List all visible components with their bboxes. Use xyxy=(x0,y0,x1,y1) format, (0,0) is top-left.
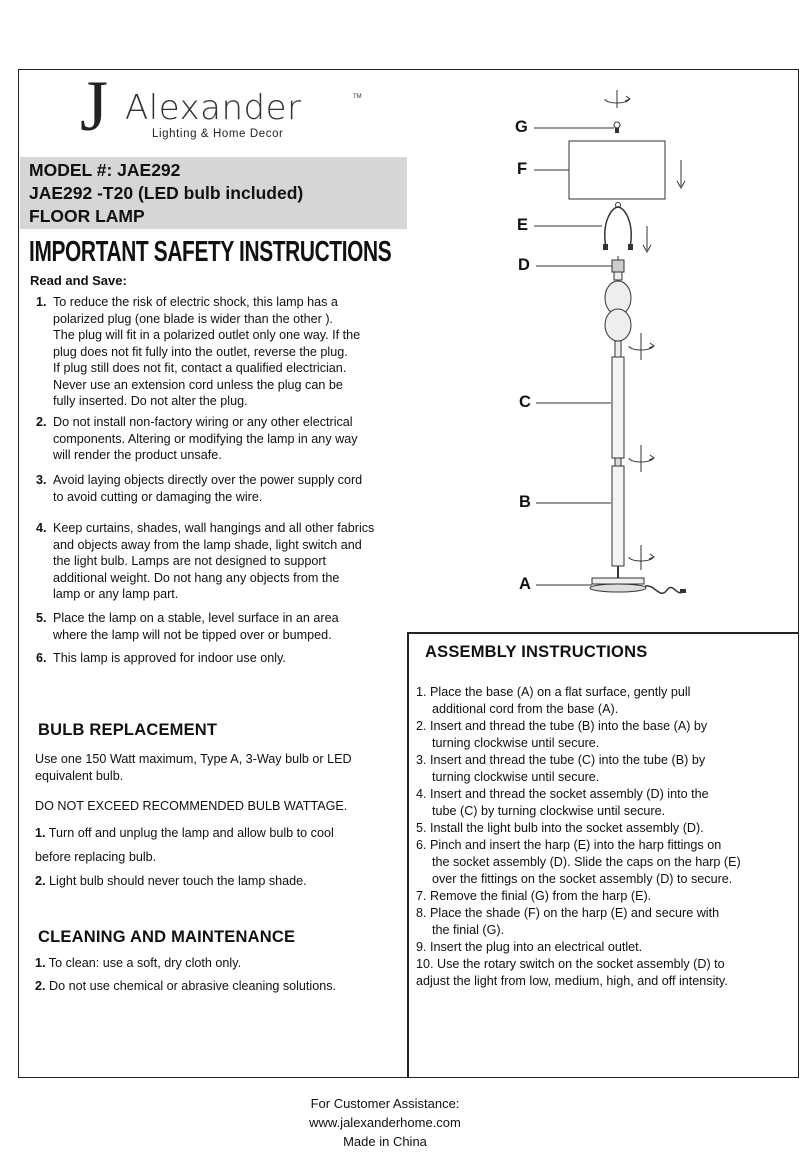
rotate-arrow-icon xyxy=(629,445,654,472)
safety-item-line: Avoid laying objects directly over the power supply cord xyxy=(53,473,363,487)
assembly-line: tube (C) by turning clockwise until secure. xyxy=(432,804,666,818)
cleaning-section-title: CLEANING AND MAINTENANCE xyxy=(38,928,296,946)
leader-lines xyxy=(534,128,614,585)
safety-item-line: Keep curtains, shades, wall hangings and all other fabrics xyxy=(53,521,375,535)
safety-item-number: 5. xyxy=(36,611,47,625)
safety-item-line: Do not install non-factory wiring or any other electrical xyxy=(53,415,353,429)
assembly-line: 6. Pinch and insert the harp (E) into the harp fittings on xyxy=(416,838,722,852)
bulb-section-title: BULB REPLACEMENT xyxy=(38,721,218,739)
bulb-wattage-warning: DO NOT EXCEED RECOMMENDED BULB WATTAGE. xyxy=(35,799,348,813)
part-label-f: F xyxy=(517,160,528,178)
rotate-arrowhead-icon xyxy=(625,96,630,101)
cleaning-step-number: 2. xyxy=(35,979,46,993)
model-variant: JAE292 -T20 (LED bulb included) xyxy=(29,183,304,203)
assembly-line: 5. Install the light bulb into the socket assembly (D). xyxy=(416,821,704,835)
connector-part xyxy=(615,341,621,357)
logo-tagline: Lighting & Home Decor xyxy=(152,128,284,140)
safety-item-number: 2. xyxy=(36,415,47,429)
bulb-intro-line: equivalent bulb. xyxy=(35,769,124,783)
bulb-step-1-cont: before replacing bulb. xyxy=(35,850,157,864)
down-arrow-icon xyxy=(643,226,651,252)
base-plate-part xyxy=(592,578,644,584)
assembly-line: over the fittings on the socket assembly (D) to secure. xyxy=(432,872,733,886)
safety-item-line: If plug still does not fit, contact a qualified electrician. xyxy=(53,361,347,375)
harp-cap-left xyxy=(603,244,608,250)
safety-item-line: This lamp is approved for indoor use only. xyxy=(53,651,286,665)
assembly-line: 1. Place the base (A) on a flat surface, gently pull xyxy=(416,685,691,699)
part-label-a: A xyxy=(519,575,531,593)
safety-item-line: fully inserted. Do not alter the plug. xyxy=(53,394,248,408)
bulb-step-number: 2. xyxy=(35,874,46,888)
logo-name: Alexander xyxy=(125,88,302,128)
bulb-step-text: Light bulb should never touch the lamp shade. xyxy=(49,874,307,888)
safety-item-number: 3. xyxy=(36,473,47,487)
safety-item-line: to avoid cutting or damaging the wire. xyxy=(53,489,263,504)
lower-sphere-part xyxy=(605,309,631,341)
safety-item-number: 6. xyxy=(36,651,47,665)
rotate-arrowhead xyxy=(649,554,654,559)
finial-base xyxy=(615,128,619,133)
customer-assistance: For Customer Assistance: xyxy=(310,1096,460,1111)
assembly-section-title: ASSEMBLY INSTRUCTIONS xyxy=(425,643,648,661)
read-and-save: Read and Save: xyxy=(30,273,127,288)
assembly-line: 3. Insert and thread the tube (C) into the tube (B) by xyxy=(416,753,706,767)
bulb-intro-line: Use one 150 Watt maximum, Type A, 3-Way bulb or LED xyxy=(35,752,352,766)
rotate-arrow-icon xyxy=(629,545,654,570)
logo-trademark: TM xyxy=(353,94,362,100)
safety-item-line: plug does not fit fully into the outlet, reverse the plug. xyxy=(53,344,348,359)
finial-ball xyxy=(614,122,620,128)
safety-item-line: To reduce the risk of electric shock, this lamp has a xyxy=(53,295,338,309)
rotation-indicators xyxy=(629,333,654,570)
cleaning-step-text: To clean: use a soft, dry cloth only. xyxy=(48,956,242,970)
origin-note: Made in China xyxy=(343,1134,427,1149)
product-type: FLOOR LAMP xyxy=(29,206,145,226)
assembly-line: the socket assembly (D). Slide the caps on the harp (E) xyxy=(432,855,741,869)
assembly-line: the finial (G). xyxy=(432,923,505,937)
bulb-step-text: Turn off and unplug the lamp and allow bulb to cool xyxy=(48,826,334,840)
safety-item-line: and objects away from the lamp shade, light switch and xyxy=(53,537,362,552)
bulb-step-number: 1. xyxy=(35,826,46,840)
harp-cap-right xyxy=(628,244,633,250)
plug-part xyxy=(680,589,686,593)
assembly-line: turning clockwise until secure. xyxy=(432,736,600,750)
model-number: MODEL #: JAE292 xyxy=(29,160,181,180)
safety-item-line: where the lamp will not be tipped over or bumped. xyxy=(53,627,332,642)
part-label-b: B xyxy=(519,493,531,511)
safety-item-line: additional weight. Do not hang any objects from the xyxy=(53,570,340,585)
rotate-arrow-icon xyxy=(629,333,654,360)
assembly-line: adjust the light from low, medium, high, and off intensity. xyxy=(416,974,728,988)
safety-item-line: components. Altering or modifying the lamp in any way xyxy=(53,431,358,446)
safety-item-line: will render the product unsafe. xyxy=(53,448,222,462)
harp-part xyxy=(605,207,631,248)
tube-b-part xyxy=(612,466,624,566)
assembly-line: 10. Use the rotary switch on the socket assembly (D) to xyxy=(416,957,725,971)
assembly-line: additional cord from the base (A). xyxy=(432,702,619,716)
cleaning-step-number: 1. xyxy=(35,956,46,970)
finial-part xyxy=(605,90,630,133)
assembly-line: 2. Insert and thread the tube (B) into the base (A) by xyxy=(416,719,708,733)
safety-item-line: lamp or any lamp part. xyxy=(53,587,179,601)
footer xyxy=(0,1094,808,1151)
safety-item-line: The plug will fit in a polarized outlet only one way. If the xyxy=(53,328,361,342)
down-arrow-icon xyxy=(677,160,685,188)
neck-part xyxy=(614,272,622,280)
safety-item-number: 1. xyxy=(36,295,47,309)
rotate-arrowhead xyxy=(649,343,654,348)
socket-assembly-part xyxy=(612,260,624,272)
assembly-line: 9. Insert the plug into an electrical outlet. xyxy=(416,940,643,954)
base-part xyxy=(590,584,646,592)
part-label-g: G xyxy=(515,118,528,136)
assembly-line: 7. Remove the finial (G) from the harp (E). xyxy=(416,889,652,903)
power-cord xyxy=(645,586,683,593)
safety-item-line: Never use an extension cord unless the plug can be xyxy=(53,377,343,392)
safety-item-number: 4. xyxy=(36,521,47,535)
website-link[interactable]: www.jalexanderhome.com xyxy=(309,1115,461,1130)
safety-title: IMPORTANT SAFETY INSTRUCTIONS xyxy=(29,236,392,268)
part-label-d: D xyxy=(518,256,530,274)
lamp-shade-part xyxy=(569,141,665,199)
safety-item-line: Place the lamp on a stable, level surface in an area xyxy=(53,611,339,625)
rotate-arrowhead xyxy=(649,455,654,460)
assembly-line: 4. Insert and thread the socket assembly (D) into the xyxy=(416,787,709,801)
tube-c-part xyxy=(612,357,624,458)
assembly-line: turning clockwise until secure. xyxy=(432,770,600,784)
safety-item-line: the light bulb. Lamps are not designed to support xyxy=(53,554,327,568)
part-label-e: E xyxy=(517,216,529,234)
assembly-line: 8. Place the shade (F) on the harp (E) and secure with xyxy=(416,906,720,920)
part-label-c: C xyxy=(519,393,531,411)
cleaning-step-text: Do not use chemical or abrasive cleaning solutions. xyxy=(49,979,337,993)
joint-part xyxy=(615,458,621,466)
safety-item-line: polarized plug (one blade is wider than the other ). xyxy=(53,311,334,326)
logo-j: J xyxy=(80,66,109,146)
